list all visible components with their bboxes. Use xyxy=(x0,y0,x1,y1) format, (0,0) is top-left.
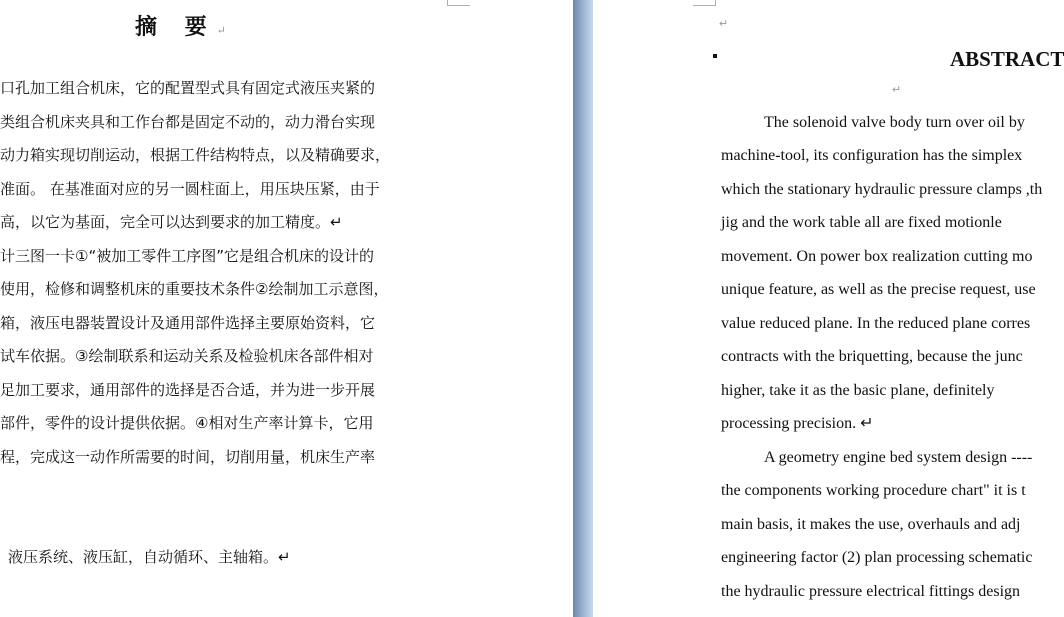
chinese-text-line: 部件，零件的设计提供依据。④相对生产率计算卡，它用 xyxy=(0,414,374,432)
chinese-abstract-title-text: 摘 要 xyxy=(135,14,217,40)
paragraph-mark-icon: ↵ xyxy=(216,24,226,37)
bullet-icon xyxy=(713,54,717,58)
chinese-text-line: 箱，液压电器装置设计及通用部件选择主要原始资料，它 xyxy=(0,314,376,332)
chinese-text-line: 程，完成这一动作所需要的时间，切削用量，机床生产率 xyxy=(0,448,376,466)
english-text-line: contracts with the briquetting, because the junc xyxy=(721,348,1023,365)
page-divider xyxy=(573,0,593,617)
english-text-line: unique feature, as well as the precise request, use xyxy=(721,281,1036,298)
english-text-line: main basis, it makes the use, overhauls and adj xyxy=(721,516,1021,533)
english-text-line: value reduced plane. In the reduced plane corres xyxy=(721,315,1031,332)
chinese-text-line: 计三图一卡①“被加工零件工序图”它是组合机床的设计的 xyxy=(0,247,374,265)
chinese-text-line: 高，以它为基面，完全可以达到要求的加工精度。↵ xyxy=(0,213,343,231)
chinese-text-line: 使用，检修和调整机床的重要技术条件②绘制加工示意图， xyxy=(0,280,389,298)
english-text-line: processing precision. ↵ xyxy=(721,415,874,432)
chinese-text-line: 试车依据。③绘制联系和运动关系及检验机床各部件相对 xyxy=(0,347,374,365)
english-text-line: the components working procedure chart" it is t xyxy=(721,482,1026,499)
chinese-text-line: 动力箱实现切削运动，根据工件结构特点，以及精确要求， xyxy=(0,146,391,164)
margin-corner-mark xyxy=(447,0,470,6)
english-text-line: The solenoid valve body turn over oil by xyxy=(764,114,1025,131)
paragraph-mark-icon: ↵ xyxy=(892,84,902,96)
chinese-abstract-title xyxy=(135,10,226,41)
english-text-line: which the stationary hydraulic pressure clamps ,th xyxy=(721,181,1043,198)
chinese-text-line: 足加工要求，通用部件的选择是否合适，并为进一步开展 xyxy=(0,381,376,399)
right-document-page xyxy=(593,0,1064,617)
english-text-line: higher, take it as the basic plane, definitely xyxy=(721,382,995,399)
english-text-line: movement. On power box realization cutting mo xyxy=(721,248,1033,265)
paragraph-mark-icon: ↵ xyxy=(719,18,729,30)
english-text-line: engineering factor (2) plan processing schematic xyxy=(721,549,1033,566)
english-text-line: machine-tool, its configuration has the simplex xyxy=(721,147,1023,164)
english-abstract-title: ABSTRACT xyxy=(950,47,1064,71)
margin-corner-mark xyxy=(693,0,716,6)
chinese-text-line: 类组合机床夹具和工作台都是固定不动的，动力滑台实现 xyxy=(0,113,376,131)
english-text-line: A geometry engine bed system design ---- xyxy=(764,449,1033,466)
english-text-line: the hydraulic pressure electrical fittings design xyxy=(721,583,1021,600)
english-text-line: jig and the work table all are fixed motionle xyxy=(721,214,1002,231)
chinese-text-line: 准面。 在基准面对应的另一圆柱面上，用压块压紧，由于 xyxy=(0,180,380,198)
chinese-text-line: 口孔加工组合机床，它的配置型式具有固定式液压夹紧的 xyxy=(0,79,376,97)
chinese-keywords-line: 液压系统、液压缸，自动循环、主轴箱。↵ xyxy=(8,548,291,566)
